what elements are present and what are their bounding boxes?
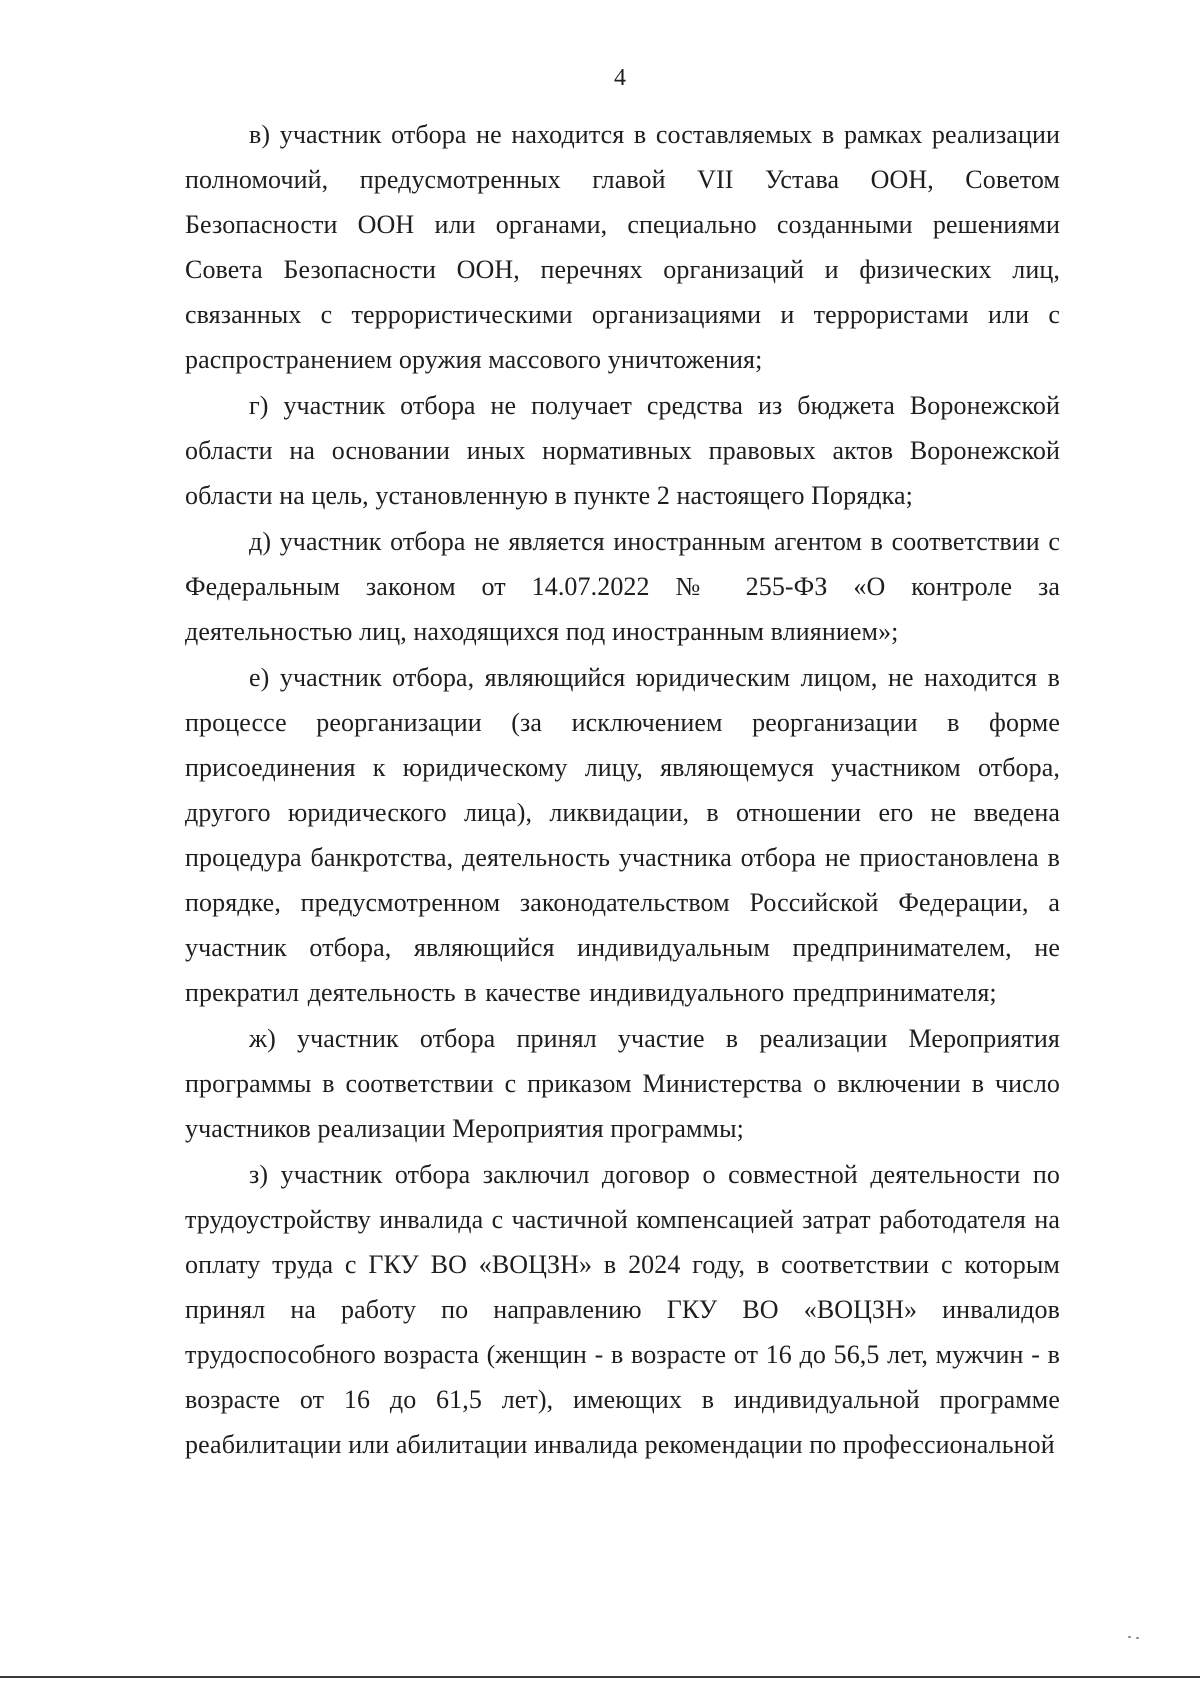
paragraph-zh: ж) участник отбора принял участие в реализации Мероприятия программы в соответствии с приказом Министерства о включении в число участников реализации Мероприятия программы; (185, 1024, 1060, 1143)
scan-speck (1128, 1636, 1131, 1638)
page-number: 4 (614, 65, 626, 91)
scan-edge-line (0, 1676, 1200, 1678)
paragraph-d: д) участник отбора не является иностранным агентом в соответствии с Федеральным законом от 14.07.2022 № 255-ФЗ «О контроле за деятельностью лиц, находящихся под иностранным влиянием»; (185, 527, 1060, 646)
paragraph-g: г) участник отбора не получает средства из бюджета Воронежской области на основании иных нормативных правовых актов Воронежской области на цель, установленную в пункте 2 настоящего Порядка; (185, 391, 1060, 510)
document-body (185, 112, 1060, 1468)
scan-speck (1136, 1637, 1139, 1639)
paragraph-z: з) участник отбора заключил договор о совместной деятельности по трудоустройству инвалида с частичной компенсацией затрат работодателя на оплату труда с ГКУ ВО «ВОЦЗН» в 2024 году, в соответствии с которым принял на работу по направлению ГКУ ВО «ВОЦЗН» инвалидов трудоспособного возраста (женщин - в возрасте от 16 до 56,5 лет, мужчин - в возрасте от 16 до 61,5 лет), имеющих в индивидуальной программе реабилитации или абилитации инвалида рекомендации по профессиональной (185, 1160, 1060, 1459)
paragraph-v: в) участник отбора не находится в составляемых в рамках реализации полномочий, предусмотренных главой VII Устава ООН, Советом Безопасности ООН или органами, специально созданными решениями Совета Безопасности ООН, перечнях организаций и физических лиц, связанных с террористическими организациями и террористами или с распространением оружия массового уничтожения; (185, 120, 1060, 374)
paragraph-e: е) участник отбора, являющийся юридическим лицом, не находится в процессе реорганизации (за исключением реорганизации в форме присоединения к юридическому лицу, являющемуся участником отбора, другого юридического лица), ликвидации, в отношении его не введена процедура банкротства, деятельность участника отбора не приостановлена в порядке, предусмотренном законодательством Российской Федерации, а участник отбора, являющийся индивидуальным предпринимателем, не прекратил деятельность в качестве индивидуального предпринимателя; (185, 663, 1060, 1007)
